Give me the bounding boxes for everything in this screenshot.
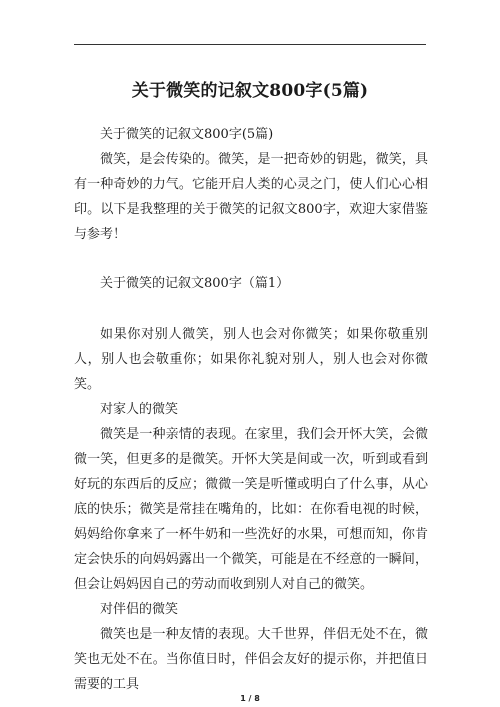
page-number: 1 / 8 <box>240 694 260 703</box>
document-body <box>74 122 428 697</box>
section-heading-friends: 对伴侣的微笑 <box>100 602 179 617</box>
section-heading-family: 对家人的微笑 <box>100 402 179 417</box>
paragraph: 如果你对别人微笑，别人也会对你微笑；如果你敬重别人，别人也会敬重你；如果你礼貌对别人，别人也会对你微笑。 <box>74 327 428 392</box>
paragraph-subtitle: 关于微笑的记叙文800字(5篇) <box>100 127 274 142</box>
section-heading-article-1: 关于微笑的记叙文800字（篇1） <box>100 276 290 291</box>
paragraph-intro: 微笑，是会传染的。微笑，是一把奇妙的钥匙，微笑，具有一种奇妙的力气。它能开启人类的心灵之门，使人们心心相印。以下是我整理的关于微笑的记叙文800字，欢迎大家借鉴与参考！ <box>74 152 428 242</box>
paragraph: 微笑是一种亲情的表现。在家里，我们会开怀大笑，会微微一笑，但更多的是微笑。开怀大笑是间或一次，听到或看到好玩的东西后的反应；微微一笑是听懂或明白了什么事，从心底的快乐；微笑是常挂在嘴角的，比如：在你看电视的时候，妈妈给你拿来了一杯牛奶和一些洗好的水果，可想而知，你肯定会快乐的向妈妈露出一个微笑，可能是在不经意的一瞬间，但会让妈妈因自己的劳动而收到别人对自己的微笑。 <box>74 427 428 592</box>
paragraph: 微笑也是一种友情的表现。大千世界，伴侣无处不在，微笑也无处不在。当你值日时，伴侣会友好的提示你，并把值日需要的工具 <box>74 627 428 692</box>
header-rule <box>74 44 426 45</box>
document-title: 关于微笑的记叙文800字(5篇) <box>131 81 369 101</box>
